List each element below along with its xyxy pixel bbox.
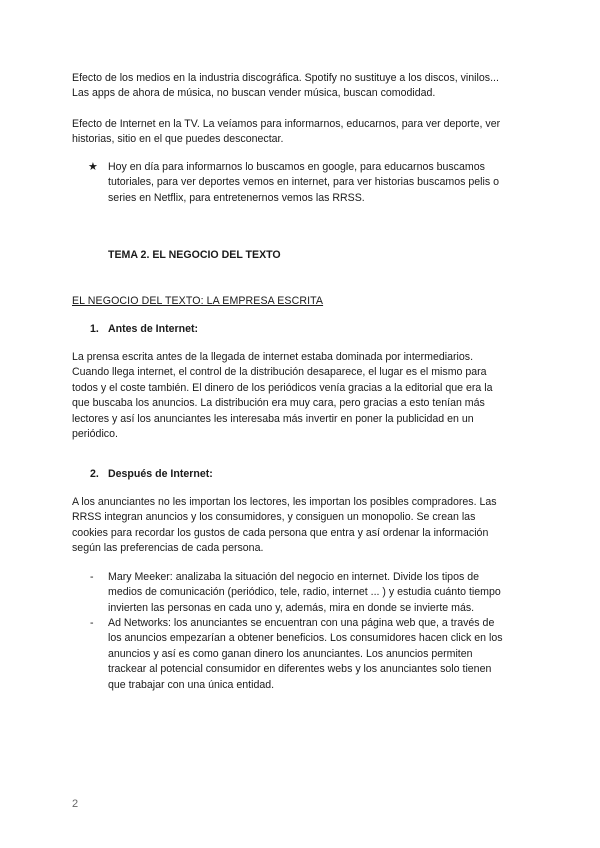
page-number: 2 — [72, 798, 79, 810]
section-title: EL NEGOCIO DEL TEXTO: LA EMPRESA ESCRITA — [72, 295, 324, 307]
dash-bullet: - — [90, 617, 94, 629]
text-line: que trabajar con una única entidad. — [108, 678, 275, 691]
text-line: series en Netflix, para entretenernos vemos las RRSS. — [108, 191, 365, 204]
heading-number: 1. — [90, 323, 99, 335]
text-line: Ad Networks: los anunciantes se encuentran con una página web que, a través de — [108, 617, 495, 629]
text-line: según las preferencias de cada persona. — [72, 542, 264, 555]
heading-text: Después de Internet: — [108, 468, 213, 480]
text-line: todos y el coste también. El dinero de los periódicos venía gracias a la editorial que era la — [72, 381, 493, 394]
text-line: periódico. — [72, 428, 118, 441]
despues-paragraph — [72, 495, 532, 557]
dash-bullet: - — [90, 571, 94, 583]
text-line: invierten las personas en cada uno y, además, mira en donde se invierte más. — [108, 601, 475, 614]
numbered-heading-despues — [90, 467, 213, 482]
text-line: los anuncios empezarían a obtener beneficios. Los consumidores hacen click en los — [108, 632, 503, 645]
intro-paragraph-1 — [72, 71, 532, 102]
star-icon: ★ — [88, 161, 98, 173]
tema-heading: TEMA 2. EL NEGOCIO DEL TEXTO — [108, 249, 281, 261]
text-line: cookies para recordar los gustos de cada persona que entra y así ordenar la información — [72, 526, 489, 539]
star-item-text — [108, 160, 499, 206]
text-line: Hoy en día para informarnos lo buscamos en google, para educarnos buscamos — [108, 161, 485, 173]
text-line: Efecto de los medios en la industria discográfica. Spotify no sustituye a los discos, vinilos... — [72, 72, 499, 84]
text-line: La prensa escrita antes de la llegada de internet estaba dominada por intermediarios. — [72, 351, 474, 363]
heading-text: Antes de Internet: — [108, 323, 199, 335]
text-line: Mary Meeker: analizaba la situación del negocio en internet. Divide los tipos de — [108, 571, 479, 583]
numbered-heading-antes — [90, 322, 198, 337]
dash-item-text — [108, 616, 503, 693]
text-line: Las apps de ahora de música, no buscan vender música, buscan comodidad. — [72, 87, 436, 100]
antes-paragraph — [72, 350, 532, 442]
text-line: RRSS integran anuncios y los consumidores, y consiguen un monopolio. Se crean las — [72, 511, 476, 524]
text-line: tutoriales, para ver deportes vemos en internet, para ver historias buscamos pelis o — [108, 176, 499, 189]
text-line: anuncios y así es como ganan dinero los anunciantes. Los anuncios permiten — [108, 647, 473, 660]
text-line: Efecto de Internet en la TV. La veíamos para informarnos, educarnos, para ver deporte, ver — [72, 118, 501, 130]
dash-item-text — [108, 570, 501, 616]
text-line: que buscaba los anuncios. La distribución era muy cara, pero gracias a esto tenían más — [72, 397, 485, 410]
text-line: A los anunciantes no les importan los lectores, les importan los posibles compradores. Las — [72, 496, 497, 508]
intro-paragraph-2 — [72, 117, 532, 148]
text-line: medios de comunicación (periódico, tele, radio, internet ... ) y estudia cuánto tiempo — [108, 586, 501, 599]
text-line: trackear al potencial consumidor en diferentes webs y los anunciantes solo tienen — [108, 663, 492, 676]
text-line: lectores y así los anunciantes les interesaba más invertir en poner la publicidad en un — [72, 412, 474, 425]
text-line: Cuando llega internet, el control de la distribución desaparece, el lugar es el mismo para — [72, 366, 487, 379]
text-line: historias, sitio en el que puedes desconectar. — [72, 133, 284, 146]
heading-number: 2. — [90, 468, 99, 480]
